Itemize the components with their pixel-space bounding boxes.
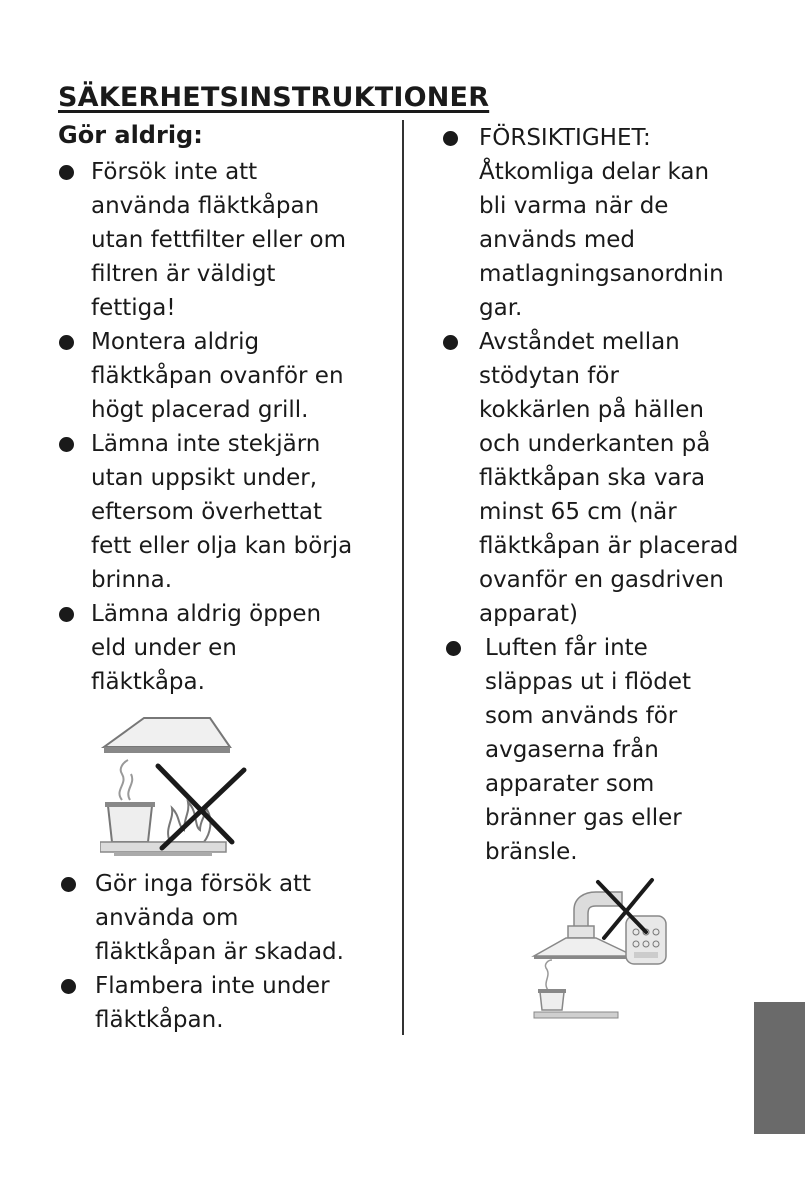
line: fettiga! [91,295,176,321]
no-open-flame-illustration [100,712,260,864]
bullet-icon [59,335,74,350]
line: Luften får inte [485,635,648,661]
line: släppas ut i flödet [485,669,691,695]
list-item [58,325,403,427]
line: Försök inte att [91,159,258,185]
never-do-list-continued [58,867,403,1037]
bullet-icon [61,979,76,994]
list-item [58,597,403,699]
pot-icon [538,989,566,1010]
list-item [440,121,800,325]
line: Avståndet mellan [479,329,680,355]
never-do-heading: Gör aldrig: [58,121,203,149]
line: fläktkåpa. [91,669,205,695]
line: Lämna inte stekjärn [91,431,321,457]
gas-boiler-icon [626,916,666,964]
line: ovanför en gasdriven [479,567,724,593]
line: fläktkåpan är skadad. [95,939,344,965]
line: Gör inga försök att [95,871,312,897]
line: fett eller olja kan börja [91,533,353,559]
line: stödytan för [479,363,619,389]
bullet-icon [59,165,74,180]
list-item [440,325,800,631]
never-do-list [58,155,403,699]
list-item [58,867,403,969]
bullet-icon [59,437,74,452]
steam-icon [119,760,132,800]
line: Flambera inte under [95,973,330,999]
line: använda om [95,905,239,931]
list-item [440,631,800,869]
line: kokkärlen på hällen [479,397,704,423]
line: avgaserna från [485,737,659,763]
line: fläktkåpan. [95,1007,224,1033]
steam-icon [545,960,552,990]
line: FÖRSIKTIGHET: [479,125,651,151]
line: gar. [479,295,523,321]
bullet-icon [443,131,458,146]
line: fläktkåpan är placerad [479,533,739,559]
line: Montera aldrig [91,329,260,355]
bullet-icon [446,641,461,656]
line: används med [479,227,636,253]
line: brinna. [91,567,173,593]
no-shared-flue-illustration [530,876,680,1026]
line: eld under en [91,635,237,661]
line: Åtkomliga delar kan [479,159,710,185]
line: minst 65 cm (när [479,499,677,525]
list-item [58,155,403,325]
line: använda fläktkåpan [91,193,320,219]
line: eftersom överhettat [91,499,322,525]
list-item [58,427,403,597]
stove-icon [534,1012,618,1018]
line: filtren är väldigt [91,261,276,287]
line: apparater som [485,771,655,797]
line: matlagningsanordnin [479,261,724,287]
line: utan uppsikt under, [91,465,318,491]
pot-icon [105,802,155,842]
caution-list [440,121,800,869]
bullet-icon [61,877,76,892]
line: apparat) [479,601,578,627]
bullet-icon [443,335,458,350]
line: och underkanten på [479,431,711,457]
cooker-hood-icon [104,718,230,753]
line: högt placerad grill. [91,397,309,423]
line: utan fettfilter eller om [91,227,346,253]
line: bränner gas eller [485,805,682,831]
list-item [58,969,403,1037]
bullet-icon [59,607,74,622]
line: som används för [485,703,678,729]
page-title: SÄKERHETSINSTRUKTIONER [58,82,490,113]
section-tab-marker [754,1002,805,1134]
cross-mark-icon [598,880,652,938]
line: bränsle. [485,839,578,865]
cooker-hood-icon [534,926,634,959]
line: Lämna aldrig öppen [91,601,322,627]
line: fläktkåpan ovanför en [91,363,344,389]
line: fläktkåpan ska vara [479,465,706,491]
line: bli varma när de [479,193,669,219]
